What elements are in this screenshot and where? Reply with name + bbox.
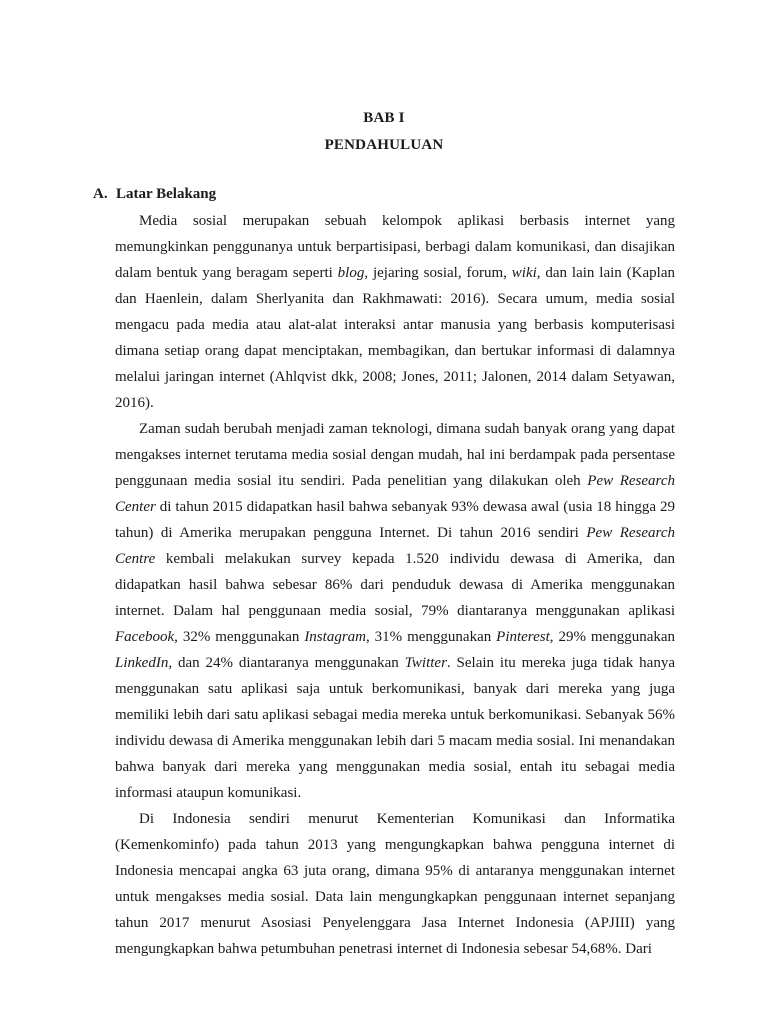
italic-term: Facebook: [115, 629, 175, 645]
italic-term: Pew Research Centre: [115, 525, 675, 567]
text-run: , dan lain lain (Kaplan dan Haenlein, dalam Sherlyanita dan Rakhmawati: 2016). Secara umum, media sosial mengacu pada media atau alat-alat interaksi antar manusia yang berbasis komputerisasi dimana setiap orang dapat menciptakan, membagikan, dan bertukar informasi di dalamnya melalui jaringan internet (Ahlqvist dkk, 2008; Jones, 2011; Jalonen, 2014 dalam Setyawan, 2016).: [115, 265, 675, 411]
text-run: , jejaring sosial, forum,: [364, 265, 512, 281]
chapter-label: BAB I: [363, 110, 405, 126]
text-run: Di Indonesia sendiri menurut Kementerian Komunikasi dan Informatika (Kemenkominfo) pada tahun 2013 yang mengungkapkan bahwa pengguna internet di Indonesia mencapai angka 63 juta orang, dimana 95% di antaranya menggunakan internet untuk mengakses media sosial. Data lain mengungkapkan penggunaan internet sepanjang tahun 2017 menurut Asosiasi Penyelenggara Jasa Internet Indonesia (APJIII) yang mengungkapkan bahwa petumbuhan penetrasi internet di Indonesia sebesar 54,68%. Dari: [115, 811, 675, 957]
italic-term: Twitter: [404, 655, 447, 671]
text-run: Media sosial merupakan sebuah kelompok aplikasi berbasis internet yang memungkinkan penggunanya untuk berpartisipasi, berbagi dalam komunikasi, dan disajikan dalam bentuk yang beragam seperti: [115, 213, 675, 281]
text-run: di tahun 2015 didapatkan hasil bahwa sebanyak 93% dewasa awal (usia 18 hingga 29 tahun) di Amerika merupakan pengguna Internet. Di tahun 2016 sendiri: [115, 499, 675, 541]
text-run: , 32% menggunakan: [174, 629, 305, 645]
paragraph-2: [115, 416, 675, 806]
italic-term: Pew Research Center: [115, 473, 675, 515]
italic-term: wiki: [511, 265, 537, 281]
text-run: Zaman sudah berubah menjadi zaman teknologi, dimana sudah banyak orang yang dapat mengakses internet terutama media sosial dengan mudah, hal ini berdampak pada persentase penggunaan media sosial itu sendiri. Pada penelitian yang dilakukan oleh: [115, 421, 675, 489]
italic-term: LinkedIn: [115, 655, 169, 671]
italic-term: blog: [337, 265, 365, 281]
chapter-title: PENDAHULUAN: [324, 137, 444, 153]
section-marker: A.: [93, 186, 108, 202]
paragraph-1: [115, 208, 675, 416]
section-heading: [93, 186, 216, 203]
italic-term: Instagram: [304, 629, 366, 645]
text-run: , 29% menggunakan: [549, 629, 676, 645]
text-run: , dan 24% diantaranya menggunakan: [168, 655, 405, 671]
italic-term: Pinterest: [496, 629, 550, 645]
text-run: . Selain itu mereka juga tidak hanya menggunakan satu aplikasi saja untuk berkomunikasi, banyak dari mereka yang juga memiliki lebih dari satu aplikasi sebagai media mereka untuk berkomunikasi. Sebanyak 56% individu dewasa di Amerika menggunakan lebih dari 5 macam media sosial. Ini menandakan bahwa banyak dari mereka yang menggunakan media sosial, entah itu sebagai media informasi ataupun komunikasi.: [115, 655, 675, 801]
body-text: [115, 208, 675, 962]
text-run: , 31% menggunakan: [365, 629, 497, 645]
paragraph-3: [115, 806, 675, 962]
text-run: kembali melakukan survey kepada 1.520 individu dewasa di Amerika, dan didapatkan hasil bahwa sebesar 86% dari penduduk dewasa di Amerika menggunakan internet. Dalam hal penggunaan media sosial, 79% diantaranya menggunakan aplikasi: [115, 551, 675, 619]
section-title: Latar Belakang: [116, 186, 217, 202]
